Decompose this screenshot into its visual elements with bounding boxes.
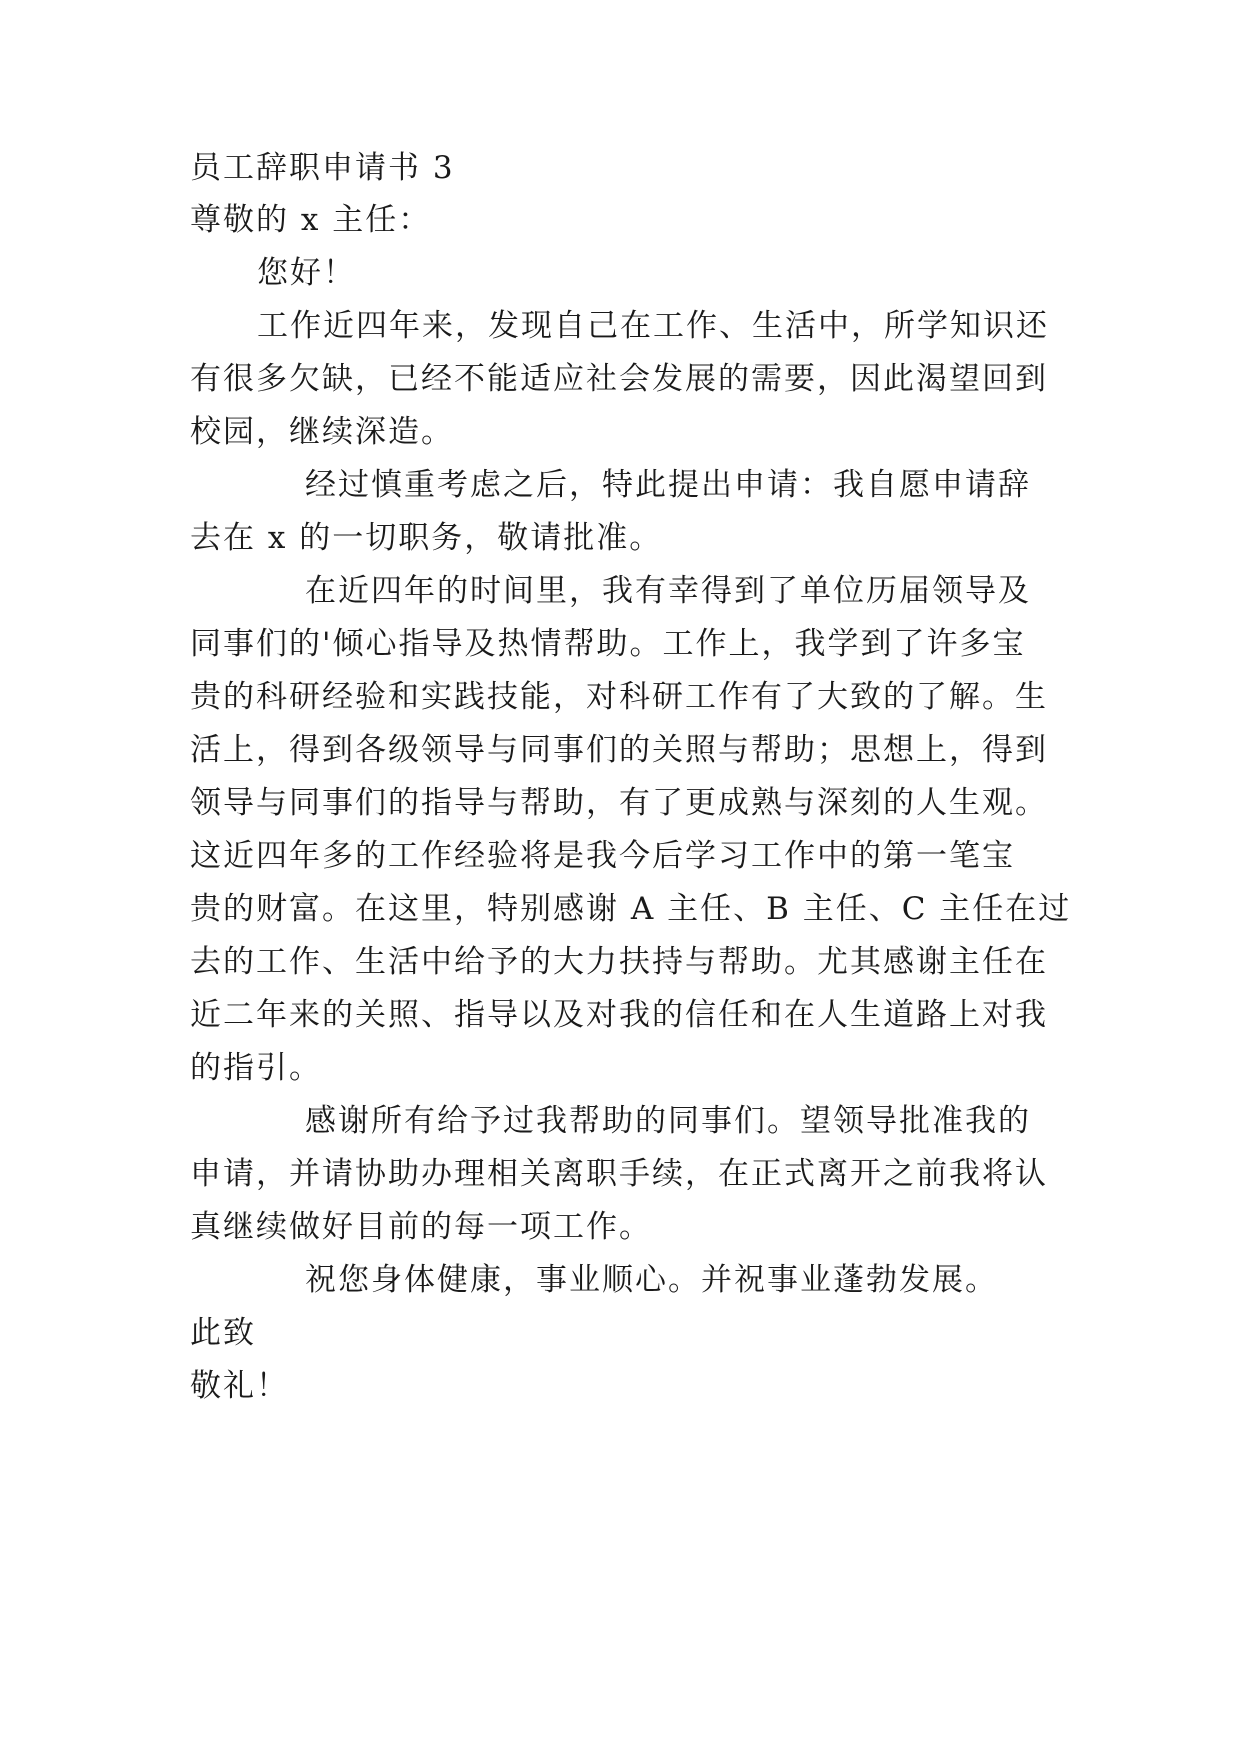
paragraph-line: 有很多欠缺，已经不能适应社会发展的需要，因此渴望回到: [190, 361, 1048, 397]
paragraph-line: 经过慎重考虑之后，特此提出申请：我自愿申请辞: [305, 467, 1031, 503]
salutation: 尊敬的 x 主任：: [190, 202, 432, 238]
paragraph-line: 贵的科研经验和实践技能，对科研工作有了大致的了解。生: [190, 679, 1048, 715]
greeting: 您好！: [257, 255, 356, 291]
paragraph-line: 真继续做好目前的每一项工作。: [190, 1209, 652, 1245]
paragraph-line: 在近四年的时间里，我有幸得到了单位历届领导及: [305, 573, 1031, 609]
closing-line-1: 此致: [190, 1315, 256, 1351]
closing-line-2: 敬礼！: [190, 1368, 289, 1404]
paragraph-line: 去在 x 的一切职务，敬请批准。: [190, 520, 663, 556]
paragraph-line: 这近四年多的工作经验将是我今后学习工作中的第一笔宝: [190, 838, 1015, 874]
paragraph-line: 活上，得到各级领导与同事们的关照与帮助；思想上，得到: [190, 732, 1048, 768]
paragraph-line: 同事们的'倾心指导及热情帮助。工作上，我学到了许多宝: [190, 626, 1026, 662]
paragraph-line: 领导与同事们的指导与帮助，有了更成熟与深刻的人生观。: [190, 785, 1048, 821]
paragraph-line: 的指引。: [190, 1050, 322, 1086]
paragraph-line: 祝您身体健康，事业顺心。并祝事业蓬勃发展。: [305, 1262, 998, 1298]
paragraph-line: 贵的财富。在这里，特别感谢 A 主任、B 主任、C 主任在过: [190, 891, 1072, 927]
paragraph-line: 工作近四年来，发现自己在工作、生活中，所学知识还: [257, 308, 1049, 344]
paragraph-line: 去的工作、生活中给予的大力扶持与帮助。尤其感谢主任在: [190, 944, 1048, 980]
paragraph-line: 申请，并请协助办理相关离职手续，在正式离开之前我将认: [190, 1156, 1048, 1192]
paragraph-line: 近二年来的关照、指导以及对我的信任和在人生道路上对我: [190, 997, 1048, 1033]
document-title: 员工辞职申请书 3: [190, 150, 455, 186]
paragraph-line: 感谢所有给予过我帮助的同事们。望领导批准我的: [305, 1103, 1031, 1139]
paragraph-line: 校园，继续深造。: [190, 414, 454, 450]
